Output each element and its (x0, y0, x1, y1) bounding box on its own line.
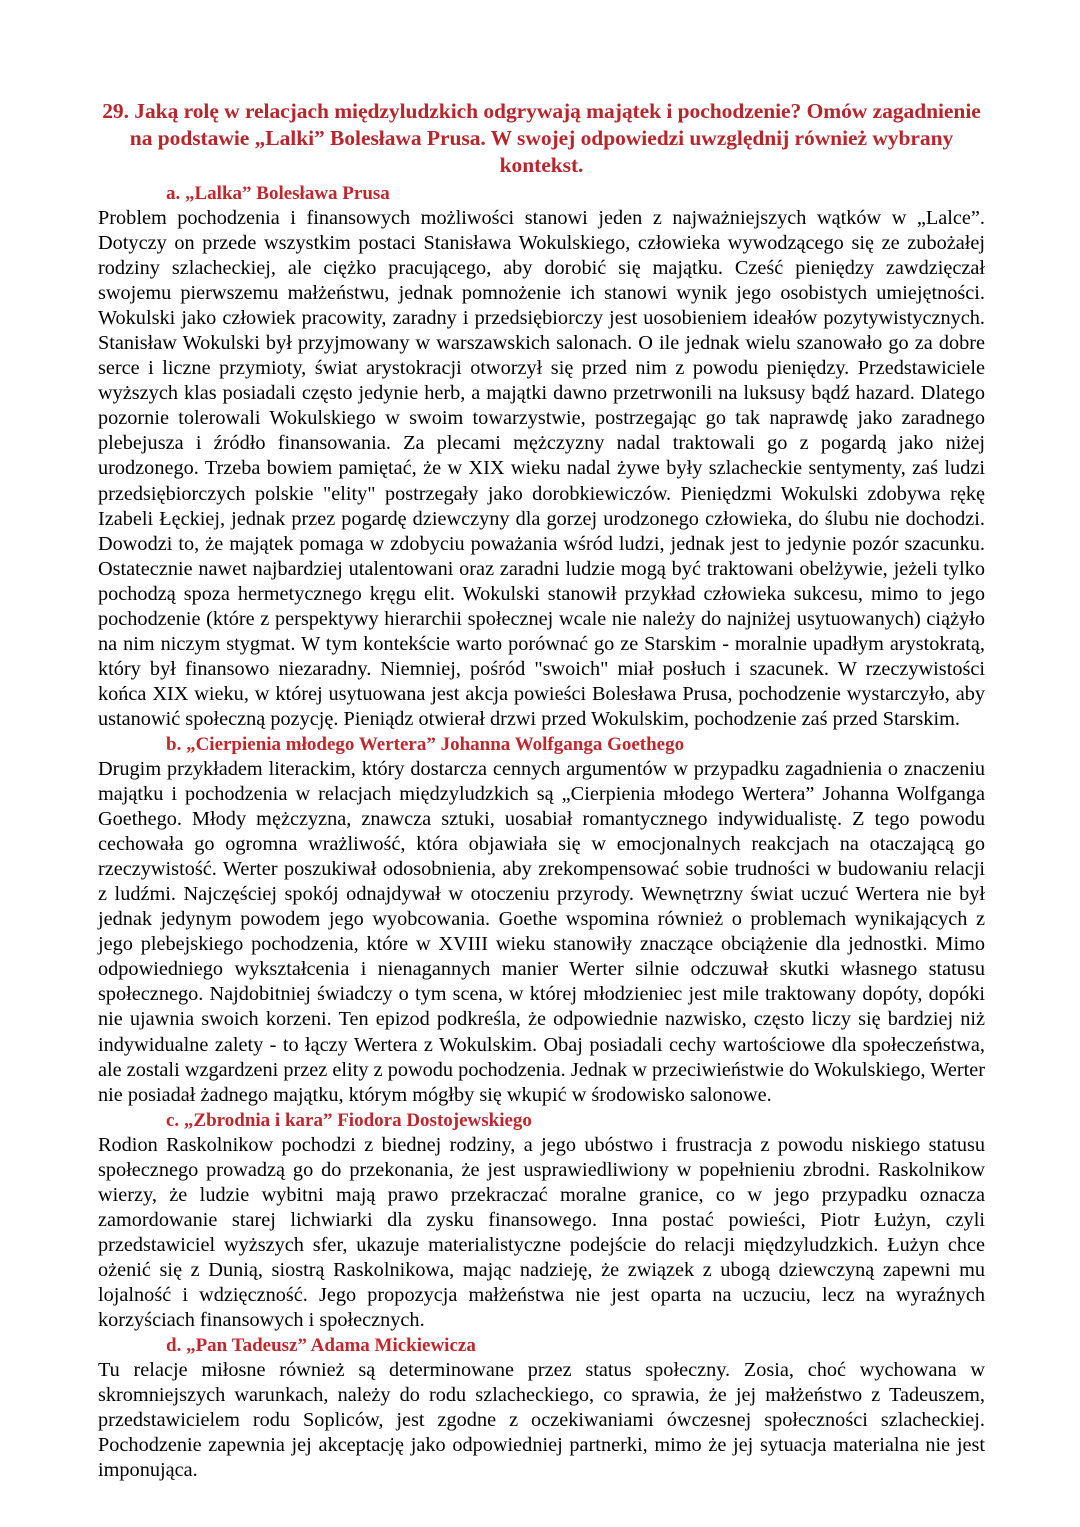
document-body (98, 98, 985, 1483)
section-paragraph-c: Rodion Raskolnikow pochodzi z biednej rodziny, a jego ubóstwo i frustracja z powodu niskiego statusu społecznego prowadzą go do przekonania, że jest usprawiedliwiony w popełnieniu zbrodni. Raskolnikow wierzy, że ludzie wybitni mają prawo przekraczać moralne granice, co w jego przypadku oznacza zamordowanie starej lichwiarki dla zysku finansowego. Inna postać powieści, Piotr Łużyn, czyli przedstawiciel wyższych sfer, ukazuje materialistyczne podejście do relacji międzyludzkich. Łużyn chce ożenić się z Dunią, siostrą Raskolnikowa, mając nadzieję, że związek z ubogą dziewczyną zapewni mu lojalność i wdzięczność. Jego propozycja małżeństwa nie jest oparta na uczuciu, lecz na wyraźnych korzyściach finansowych i społecznych. (98, 1133, 985, 1331)
section-heading-c: c. „Zbrodnia i kara” Fiodora Dostojewskiego (166, 1109, 532, 1131)
section-heading-b: b. „Cierpienia młodego Wertera” Johanna Wolfganga Goethego (166, 733, 685, 755)
section-paragraph-d: Tu relacje miłosne również są determinowane przez status społeczny. Zosia, choć wychowana w skromniejszych warunkach, należy do rodu szlacheckiego, co sprawia, że jej małżeństwo z Tadeuszem, przedstawicielem rodu Sopliców, jest zgodne z oczekiwaniami ówczesnej społeczności szlacheckiej. Pochodzenie zapewnia jej akceptację jako odpowiedniej partnerki, mimo że jej sytuacja materialna nie jest imponująca. (98, 1359, 985, 1482)
section-heading-a: a. „Lalka” Bolesława Prusa (166, 183, 390, 204)
section-paragraph-a: Problem pochodzenia i finansowych możliwości stanowi jeden z najważniejszych wątków w „Lalce”. Dotyczy on przede wszystkim postaci Stanisława Wokulskiego, człowieka wywodzącego się ze zubożałej rodziny szlacheckiej, ale ciężko pracującego, aby dorobić się majątku. Cześć pieniędzy zawdzięczał swojemu pierwszemu małżeństwu, jednak pomnożenie ich stanowi wynik jego osobistych umiejętności. Wokulski jako człowiek pracowity, zaradny i przedsiębiorczy jest uosobieniem ideałów pozytywistycznych. Stanisław Wokulski był przyjmowany w warszawskich salonach. O ile jednak wielu szanowało go za dobre serce i liczne przymioty, świat arystokracji otworzył się przed nim z powodu pieniędzy. Przedstawiciele wyższych klas posiadali często jedynie herb, a majątki dawno przetrwonili na luksusy bądź hazard. Dlatego pozornie tolerowali Wokulskiego w swoim towarzystwie, postrzegając go tak naprawdę jako zaradnego plebejusza i źródło finansowania. Za plecami mężczyzny nadal traktowali go z pogardą jako niżej urodzonego. Trzeba bowiem pamiętać, że w XIX wieku nadal żywe były szlacheckie sentymenty, zaś ludzi przedsiębiorczych polskie "elity" postrzegały jako dorobkiewiczów. Pieniędzmi Wokulski zdobywa rękę Izabeli Łęckiej, jednak przez pogardę dziewczyny dla gorzej urodzonego człowieka, do ślubu nie dochodzi. Dowodzi to, że majątek pomaga w zdobyciu poważania wśród ludzi, jednak jest to jedynie pozór szacunku. Ostatecznie nawet najbardziej utalentowani oraz zaradni ludzie mogą być traktowani obelżywie, jeżeli tylko pochodzą spoza hermetycznego kręgu elit. Wokulski stanowił przykład człowieka sukcesu, mimo to jego pochodzenie (które z perspektywy hierarchii społecznej wcale nie należy do najniżej usytuowanych) ciążyło na nim niczym stygmat. W tym kontekście warto porównać go ze Starskim - moralnie upadłym arystokratą, który był finansowo niezaradny. Niemniej, pośród "swoich" miał posłuch i szacunek. W rzeczywistości końca XIX wieku, w której usytuowana jest akcja powieści Bolesława Prusa, pochodzenie wystarczyło, aby ustanowić społeczną pozycję. Pieniądz otwierał drzwi przed Wokulskim, pochodzenie zaś przed Starskim. (98, 207, 985, 730)
page-title: 29. Jaką rolę w relacjach międzyludzkich odgrywają majątek i pochodzenie? Omów zagadnienie na podstawie „Lalki” Bolesława Prusa. W swojej odpowiedzi uwzględnij również wybrany kontekst. (102, 99, 981, 177)
section-paragraph-b: Drugim przykładem literackim, który dostarcza cennych argumentów w przypadku zagadnienia o znaczeniu majątku i pochodzenia w relacjach międzyludzkich są „Cierpienia młodego Wertera” Johanna Wolfganga Goethego. Młody mężczyzna, znawcza sztuki, uosabiał romantycznego indywidualistę. Z tego powodu cechowała go ogromna wrażliwość, która objawiała się w emocjonalnych reakcjach na otaczającą go rzeczywistość. Werter poszukiwał odosobnienia, aby zrekompensować sobie trudności w budowaniu relacji z ludźmi. Najczęściej spokój odnajdywał w otoczeniu przyrody. Wewnętrzny świat uczuć Wertera nie był jednak jedynym powodem jego wyobcowania. Goethe wspomina również o problemach wynikających z jego plebejskiego pochodzenia, które w XVIII wieku stanowiły znaczące obciążenie dla jednostki. Mimo odpowiedniego wykształcenia i nienagannych manier Werter silnie odczuwał skutki własnego statusu społecznego. Najdobitniej świadczy o tym scena, w której młodzieniec jest mile traktowany dopóty, dopóki nie ujawnia swoich korzeni. Ten epizod podkreśla, że odpowiednie nazwisko, często liczy się bardziej niż indywidualne zalety - to łączy Wertera z Wokulskim. Obaj posiadali cechy wartościowe dla społeczeństwa, ale zostali wzgardzeni przez elity z powodu pochodzenia. Jednak w przeciwieństwie do Wokulskiego, Werter nie posiadał żadnego majątku, którym mógłby się wkupić w środowisko salonowe. (98, 757, 985, 1106)
section-heading-d: d. „Pan Tadeusz” Adama Mickiewicza (166, 1335, 476, 1357)
